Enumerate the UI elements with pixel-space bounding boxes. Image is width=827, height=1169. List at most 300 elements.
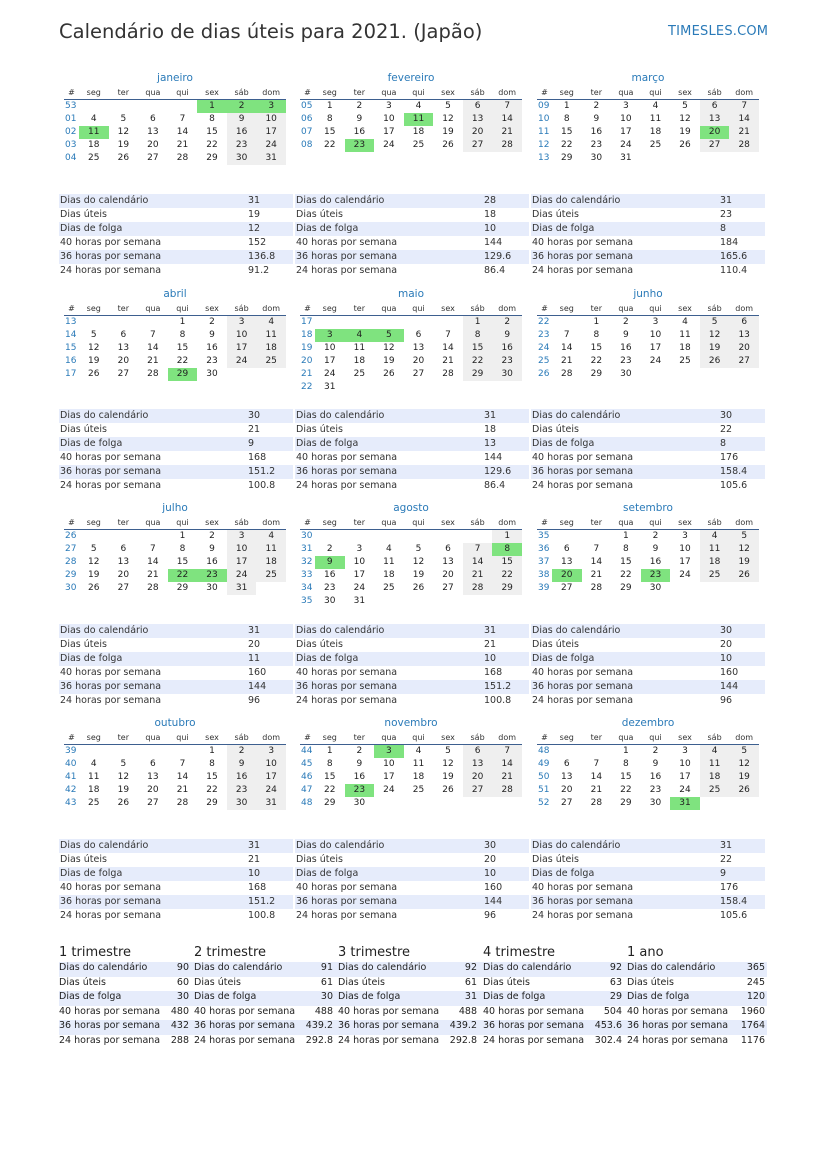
- day-cell[interactable]: 25: [412, 785, 425, 795]
- day-cell[interactable]: 21: [442, 356, 454, 366]
- day-cell[interactable]: 4: [415, 746, 422, 756]
- day-cell[interactable]: 7: [445, 330, 451, 340]
- holiday-day-cell[interactable]: 20: [700, 126, 730, 139]
- holiday-day-cell[interactable]: 2: [227, 100, 257, 114]
- day-cell[interactable]: 21: [561, 356, 573, 366]
- day-cell[interactable]: 24: [383, 140, 395, 150]
- day-cell[interactable]: 14: [147, 343, 159, 353]
- day-cell[interactable]: 23: [324, 583, 336, 593]
- day-cell[interactable]: 6: [445, 544, 451, 554]
- day-cell[interactable]: 27: [561, 798, 573, 808]
- day-cell[interactable]: 25: [649, 140, 662, 150]
- day-cell[interactable]: 6: [150, 759, 156, 769]
- day-cell[interactable]: 9: [356, 759, 363, 769]
- day-cell[interactable]: 5: [445, 746, 451, 756]
- day-cell[interactable]: 14: [176, 772, 189, 782]
- weekend-day-cell[interactable]: 14: [492, 113, 522, 126]
- day-cell[interactable]: 4: [415, 101, 422, 111]
- day-cell[interactable]: 18: [88, 140, 100, 150]
- weekend-day-cell[interactable]: 7: [492, 100, 522, 114]
- day-cell[interactable]: 7: [593, 759, 600, 769]
- day-cell[interactable]: 2: [356, 101, 363, 111]
- day-cell[interactable]: 14: [176, 127, 189, 137]
- weekend-day-cell[interactable]: 5: [729, 530, 759, 544]
- weekend-day-cell[interactable]: 3: [256, 745, 286, 759]
- day-cell[interactable]: 31: [353, 596, 366, 606]
- day-cell[interactable]: 2: [623, 317, 629, 327]
- weekend-day-cell[interactable]: 27: [729, 355, 759, 368]
- weekend-day-cell[interactable]: 21: [492, 771, 522, 784]
- day-cell[interactable]: 9: [209, 544, 215, 554]
- day-cell[interactable]: 22: [561, 140, 573, 150]
- weekend-day-cell[interactable]: 12: [700, 329, 730, 342]
- day-cell[interactable]: 28: [176, 798, 189, 808]
- day-cell[interactable]: 5: [682, 101, 688, 111]
- day-cell[interactable]: 17: [679, 772, 691, 782]
- day-cell[interactable]: 26: [442, 785, 454, 795]
- day-cell[interactable]: 27: [117, 583, 130, 593]
- day-cell[interactable]: 16: [649, 557, 662, 567]
- weekend-day-cell[interactable]: 4: [256, 316, 286, 330]
- day-cell[interactable]: 31: [620, 153, 632, 163]
- day-cell[interactable]: 5: [120, 759, 127, 769]
- holiday-day-cell[interactable]: 29: [168, 368, 198, 381]
- weekend-day-cell[interactable]: 16: [227, 126, 257, 139]
- day-cell[interactable]: 28: [590, 583, 603, 593]
- holiday-day-cell[interactable]: 3: [315, 329, 345, 342]
- day-cell[interactable]: 26: [442, 140, 454, 150]
- weekend-day-cell[interactable]: 1: [492, 530, 522, 544]
- day-cell[interactable]: 15: [590, 343, 603, 353]
- day-cell[interactable]: 25: [88, 798, 100, 808]
- day-cell[interactable]: 12: [117, 127, 130, 137]
- weekend-day-cell[interactable]: 12: [729, 758, 759, 771]
- day-cell[interactable]: 22: [324, 140, 336, 150]
- day-cell[interactable]: 23: [206, 356, 218, 366]
- day-cell[interactable]: 20: [412, 356, 425, 366]
- day-cell[interactable]: 3: [652, 317, 659, 327]
- weekend-day-cell[interactable]: 26: [700, 355, 730, 368]
- holiday-day-cell[interactable]: 5: [374, 329, 404, 342]
- weekend-day-cell[interactable]: 19: [729, 771, 759, 784]
- day-cell[interactable]: 13: [147, 772, 159, 782]
- day-cell[interactable]: 9: [623, 330, 629, 340]
- weekend-day-cell[interactable]: 5: [700, 316, 730, 330]
- weekend-day-cell[interactable]: 16: [492, 342, 522, 355]
- day-cell[interactable]: 2: [326, 544, 333, 554]
- weekend-day-cell[interactable]: 15: [463, 342, 493, 355]
- weekend-day-cell[interactable]: 25: [700, 569, 730, 582]
- day-cell[interactable]: 12: [88, 343, 100, 353]
- day-cell[interactable]: 29: [620, 583, 632, 593]
- weekend-day-cell[interactable]: 17: [256, 126, 286, 139]
- holiday-day-cell[interactable]: 11: [79, 126, 109, 139]
- day-cell[interactable]: 19: [383, 356, 395, 366]
- day-cell[interactable]: 9: [652, 544, 659, 554]
- day-cell[interactable]: 3: [682, 746, 688, 756]
- day-cell[interactable]: 27: [561, 583, 573, 593]
- day-cell[interactable]: 1: [179, 531, 186, 541]
- day-cell[interactable]: 8: [623, 544, 629, 554]
- weekend-day-cell[interactable]: 23: [227, 784, 257, 797]
- day-cell[interactable]: 9: [593, 114, 600, 124]
- weekend-day-cell[interactable]: 14: [729, 113, 759, 126]
- day-cell[interactable]: 24: [679, 570, 691, 580]
- day-cell[interactable]: 8: [563, 114, 570, 124]
- day-cell[interactable]: 12: [117, 772, 130, 782]
- day-cell[interactable]: 20: [117, 570, 130, 580]
- day-cell[interactable]: 27: [117, 369, 130, 379]
- day-cell[interactable]: 6: [120, 330, 127, 340]
- day-cell[interactable]: 12: [88, 557, 100, 567]
- day-cell[interactable]: 26: [88, 369, 100, 379]
- day-cell[interactable]: 6: [563, 544, 570, 554]
- weekend-day-cell[interactable]: 28: [463, 582, 493, 595]
- day-cell[interactable]: 14: [590, 557, 603, 567]
- day-cell[interactable]: 30: [324, 596, 336, 606]
- day-cell[interactable]: 27: [147, 153, 159, 163]
- day-cell[interactable]: 27: [147, 798, 159, 808]
- weekend-day-cell[interactable]: 20: [729, 342, 759, 355]
- day-cell[interactable]: 30: [620, 369, 632, 379]
- weekend-day-cell[interactable]: 28: [492, 139, 522, 152]
- weekend-day-cell[interactable]: 7: [492, 745, 522, 759]
- weekend-day-cell[interactable]: 4: [700, 530, 730, 544]
- weekend-day-cell[interactable]: 18: [700, 771, 730, 784]
- weekend-day-cell[interactable]: 23: [227, 139, 257, 152]
- weekend-day-cell[interactable]: 18: [700, 556, 730, 569]
- day-cell[interactable]: 14: [590, 772, 603, 782]
- weekend-day-cell[interactable]: 24: [256, 784, 286, 797]
- weekend-day-cell[interactable]: 24: [227, 355, 257, 368]
- day-cell[interactable]: 2: [209, 531, 215, 541]
- weekend-day-cell[interactable]: 20: [463, 771, 493, 784]
- weekend-day-cell[interactable]: 30: [227, 797, 257, 810]
- weekend-day-cell[interactable]: 2: [227, 745, 257, 759]
- day-cell[interactable]: 5: [90, 544, 97, 554]
- holiday-day-cell[interactable]: 3: [374, 745, 404, 759]
- weekend-day-cell[interactable]: 4: [700, 745, 730, 759]
- weekend-day-cell[interactable]: 30: [227, 152, 257, 165]
- weekend-day-cell[interactable]: 22: [492, 569, 522, 582]
- day-cell[interactable]: 11: [383, 557, 395, 567]
- weekend-day-cell[interactable]: 21: [463, 569, 493, 582]
- weekend-day-cell[interactable]: 6: [700, 100, 730, 114]
- day-cell[interactable]: 16: [353, 772, 366, 782]
- day-cell[interactable]: 25: [679, 356, 691, 366]
- day-cell[interactable]: 21: [147, 570, 159, 580]
- day-cell[interactable]: 7: [179, 759, 186, 769]
- day-cell[interactable]: 3: [386, 101, 392, 111]
- weekend-day-cell[interactable]: 13: [463, 113, 493, 126]
- day-cell[interactable]: 28: [176, 153, 189, 163]
- day-cell[interactable]: 4: [90, 759, 97, 769]
- day-cell[interactable]: 18: [383, 570, 395, 580]
- weekend-day-cell[interactable]: 9: [227, 113, 257, 126]
- holiday-day-cell[interactable]: 22: [168, 569, 198, 582]
- day-cell[interactable]: 2: [356, 746, 363, 756]
- day-cell[interactable]: 15: [176, 557, 189, 567]
- day-cell[interactable]: 29: [590, 369, 603, 379]
- day-cell[interactable]: 17: [324, 356, 336, 366]
- day-cell[interactable]: 29: [206, 798, 218, 808]
- day-cell[interactable]: 20: [117, 356, 130, 366]
- day-cell[interactable]: 17: [383, 772, 395, 782]
- day-cell[interactable]: 20: [147, 785, 159, 795]
- day-cell[interactable]: 10: [383, 759, 395, 769]
- day-cell[interactable]: 25: [88, 153, 100, 163]
- weekend-day-cell[interactable]: 21: [729, 126, 759, 139]
- day-cell[interactable]: 25: [353, 369, 366, 379]
- weekend-day-cell[interactable]: 20: [463, 126, 493, 139]
- weekend-day-cell[interactable]: 11: [700, 758, 730, 771]
- weekend-day-cell[interactable]: 11: [256, 543, 286, 556]
- holiday-day-cell[interactable]: 31: [670, 797, 700, 810]
- weekend-day-cell[interactable]: 6: [463, 745, 493, 759]
- weekend-day-cell[interactable]: 15: [492, 556, 522, 569]
- holiday-day-cell[interactable]: 1: [197, 100, 227, 114]
- weekend-day-cell[interactable]: 31: [256, 152, 286, 165]
- weekend-day-cell[interactable]: 31: [227, 582, 257, 595]
- day-cell[interactable]: 10: [679, 759, 691, 769]
- weekend-day-cell[interactable]: 10: [256, 113, 286, 126]
- day-cell[interactable]: 18: [88, 785, 100, 795]
- day-cell[interactable]: 24: [324, 369, 336, 379]
- day-cell[interactable]: 1: [326, 746, 333, 756]
- day-cell[interactable]: 10: [679, 544, 691, 554]
- holiday-day-cell[interactable]: 23: [641, 569, 671, 582]
- day-cell[interactable]: 4: [386, 544, 392, 554]
- holiday-day-cell[interactable]: 23: [197, 569, 227, 582]
- weekend-day-cell[interactable]: 26: [729, 784, 759, 797]
- day-cell[interactable]: 30: [649, 583, 662, 593]
- weekend-day-cell[interactable]: 27: [463, 139, 493, 152]
- day-cell[interactable]: 9: [209, 330, 215, 340]
- day-cell[interactable]: 22: [206, 785, 218, 795]
- day-cell[interactable]: 10: [620, 114, 632, 124]
- day-cell[interactable]: 16: [620, 343, 632, 353]
- day-cell[interactable]: 10: [353, 557, 366, 567]
- day-cell[interactable]: 27: [442, 583, 454, 593]
- day-cell[interactable]: 25: [383, 583, 395, 593]
- day-cell[interactable]: 29: [324, 798, 336, 808]
- day-cell[interactable]: 15: [206, 127, 218, 137]
- weekend-day-cell[interactable]: 31: [256, 797, 286, 810]
- day-cell[interactable]: 15: [620, 557, 632, 567]
- day-cell[interactable]: 18: [679, 343, 691, 353]
- day-cell[interactable]: 7: [150, 330, 156, 340]
- day-cell[interactable]: 22: [590, 356, 603, 366]
- day-cell[interactable]: 15: [324, 772, 336, 782]
- day-cell[interactable]: 30: [649, 798, 662, 808]
- day-cell[interactable]: 8: [179, 544, 186, 554]
- day-cell[interactable]: 20: [442, 570, 454, 580]
- holiday-day-cell[interactable]: 20: [552, 569, 582, 582]
- day-cell[interactable]: 30: [206, 583, 218, 593]
- day-cell[interactable]: 26: [412, 583, 425, 593]
- day-cell[interactable]: 11: [649, 114, 662, 124]
- day-cell[interactable]: 29: [206, 153, 218, 163]
- day-cell[interactable]: 11: [412, 759, 425, 769]
- day-cell[interactable]: 22: [324, 785, 336, 795]
- day-cell[interactable]: 22: [620, 570, 632, 580]
- day-cell[interactable]: 1: [209, 746, 215, 756]
- weekend-day-cell[interactable]: 13: [700, 113, 730, 126]
- day-cell[interactable]: 1: [623, 746, 629, 756]
- weekend-day-cell[interactable]: 28: [729, 139, 759, 152]
- weekend-day-cell[interactable]: 8: [463, 329, 493, 342]
- weekend-day-cell[interactable]: 9: [227, 758, 257, 771]
- day-cell[interactable]: 2: [652, 531, 659, 541]
- weekend-day-cell[interactable]: 3: [227, 530, 257, 544]
- day-cell[interactable]: 13: [147, 127, 159, 137]
- day-cell[interactable]: 22: [176, 356, 189, 366]
- day-cell[interactable]: 8: [179, 330, 186, 340]
- day-cell[interactable]: 28: [147, 369, 159, 379]
- day-cell[interactable]: 4: [652, 101, 659, 111]
- day-cell[interactable]: 10: [383, 114, 395, 124]
- weekend-day-cell[interactable]: 27: [463, 784, 493, 797]
- day-cell[interactable]: 4: [90, 114, 97, 124]
- day-cell[interactable]: 21: [147, 356, 159, 366]
- day-cell[interactable]: 6: [120, 544, 127, 554]
- day-cell[interactable]: 30: [206, 369, 218, 379]
- day-cell[interactable]: 10: [649, 330, 662, 340]
- day-cell[interactable]: 10: [324, 343, 336, 353]
- day-cell[interactable]: 14: [561, 343, 573, 353]
- day-cell[interactable]: 14: [147, 557, 159, 567]
- day-cell[interactable]: 8: [326, 759, 333, 769]
- day-cell[interactable]: 16: [649, 772, 662, 782]
- weekend-day-cell[interactable]: 25: [700, 784, 730, 797]
- day-cell[interactable]: 24: [679, 785, 691, 795]
- weekend-day-cell[interactable]: 25: [256, 355, 286, 368]
- day-cell[interactable]: 14: [442, 343, 454, 353]
- day-cell[interactable]: 12: [412, 557, 425, 567]
- day-cell[interactable]: 13: [117, 343, 130, 353]
- day-cell[interactable]: 24: [383, 785, 395, 795]
- day-cell[interactable]: 19: [412, 570, 425, 580]
- weekend-day-cell[interactable]: 2: [492, 316, 522, 330]
- day-cell[interactable]: 7: [593, 544, 600, 554]
- weekend-day-cell[interactable]: 19: [729, 556, 759, 569]
- day-cell[interactable]: 15: [176, 343, 189, 353]
- day-cell[interactable]: 19: [442, 772, 454, 782]
- day-cell[interactable]: 13: [561, 772, 573, 782]
- day-cell[interactable]: 19: [88, 356, 100, 366]
- weekend-day-cell[interactable]: 7: [729, 100, 759, 114]
- weekend-day-cell[interactable]: 30: [492, 368, 522, 381]
- day-cell[interactable]: 8: [209, 114, 215, 124]
- weekend-day-cell[interactable]: 19: [700, 342, 730, 355]
- day-cell[interactable]: 21: [176, 785, 189, 795]
- day-cell[interactable]: 22: [620, 785, 632, 795]
- day-cell[interactable]: 2: [593, 101, 600, 111]
- day-cell[interactable]: 16: [324, 570, 336, 580]
- day-cell[interactable]: 1: [179, 317, 186, 327]
- weekend-day-cell[interactable]: 9: [492, 329, 522, 342]
- day-cell[interactable]: 3: [356, 544, 363, 554]
- weekend-day-cell[interactable]: 10: [227, 329, 257, 342]
- day-cell[interactable]: 13: [412, 343, 425, 353]
- day-cell[interactable]: 30: [353, 798, 366, 808]
- day-cell[interactable]: 5: [120, 114, 127, 124]
- day-cell[interactable]: 11: [679, 330, 691, 340]
- day-cell[interactable]: 25: [412, 140, 425, 150]
- day-cell[interactable]: 12: [442, 759, 454, 769]
- weekend-day-cell[interactable]: 10: [227, 543, 257, 556]
- day-cell[interactable]: 29: [176, 583, 189, 593]
- day-cell[interactable]: 15: [561, 127, 573, 137]
- day-cell[interactable]: 8: [623, 759, 629, 769]
- day-cell[interactable]: 17: [620, 127, 632, 137]
- day-cell[interactable]: 24: [620, 140, 632, 150]
- weekend-day-cell[interactable]: 13: [729, 329, 759, 342]
- day-cell[interactable]: 17: [649, 343, 662, 353]
- day-cell[interactable]: 28: [147, 583, 159, 593]
- day-cell[interactable]: 21: [590, 785, 603, 795]
- brand-link[interactable]: TIMESLES.COM: [668, 24, 769, 39]
- weekend-day-cell[interactable]: 13: [463, 758, 493, 771]
- day-cell[interactable]: 19: [88, 570, 100, 580]
- day-cell[interactable]: 19: [117, 140, 130, 150]
- day-cell[interactable]: 12: [679, 114, 691, 124]
- day-cell[interactable]: 27: [412, 369, 425, 379]
- day-cell[interactable]: 28: [561, 369, 573, 379]
- day-cell[interactable]: 3: [682, 531, 688, 541]
- weekend-day-cell[interactable]: 29: [492, 582, 522, 595]
- day-cell[interactable]: 21: [590, 570, 603, 580]
- day-cell[interactable]: 5: [90, 330, 97, 340]
- day-cell[interactable]: 26: [117, 153, 130, 163]
- day-cell[interactable]: 18: [353, 356, 366, 366]
- day-cell[interactable]: 19: [679, 127, 691, 137]
- day-cell[interactable]: 23: [590, 140, 603, 150]
- day-cell[interactable]: 23: [649, 785, 662, 795]
- day-cell[interactable]: 7: [563, 330, 570, 340]
- day-cell[interactable]: 13: [117, 557, 130, 567]
- weekend-day-cell[interactable]: 5: [729, 745, 759, 759]
- day-cell[interactable]: 16: [206, 557, 218, 567]
- day-cell[interactable]: 31: [324, 382, 336, 392]
- day-cell[interactable]: 5: [445, 101, 451, 111]
- weekend-day-cell[interactable]: 17: [227, 556, 257, 569]
- holiday-day-cell[interactable]: 23: [345, 784, 375, 797]
- day-cell[interactable]: 1: [593, 317, 600, 327]
- day-cell[interactable]: 30: [590, 153, 603, 163]
- day-cell[interactable]: 6: [563, 759, 570, 769]
- weekend-day-cell[interactable]: 14: [492, 758, 522, 771]
- weekend-day-cell[interactable]: 7: [463, 543, 493, 556]
- day-cell[interactable]: 18: [649, 127, 662, 137]
- day-cell[interactable]: 2: [209, 317, 215, 327]
- weekend-day-cell[interactable]: 11: [256, 329, 286, 342]
- weekend-day-cell[interactable]: 24: [227, 569, 257, 582]
- day-cell[interactable]: 8: [209, 759, 215, 769]
- weekend-day-cell[interactable]: 17: [256, 771, 286, 784]
- day-cell[interactable]: 21: [176, 140, 189, 150]
- day-cell[interactable]: 18: [412, 772, 425, 782]
- day-cell[interactable]: 29: [561, 153, 573, 163]
- day-cell[interactable]: 7: [150, 544, 156, 554]
- day-cell[interactable]: 11: [88, 772, 100, 782]
- weekend-day-cell[interactable]: 16: [227, 771, 257, 784]
- weekend-day-cell[interactable]: 18: [256, 556, 286, 569]
- weekend-day-cell[interactable]: 4: [256, 530, 286, 544]
- day-cell[interactable]: 15: [206, 772, 218, 782]
- day-cell[interactable]: 1: [326, 101, 333, 111]
- day-cell[interactable]: 20: [561, 785, 573, 795]
